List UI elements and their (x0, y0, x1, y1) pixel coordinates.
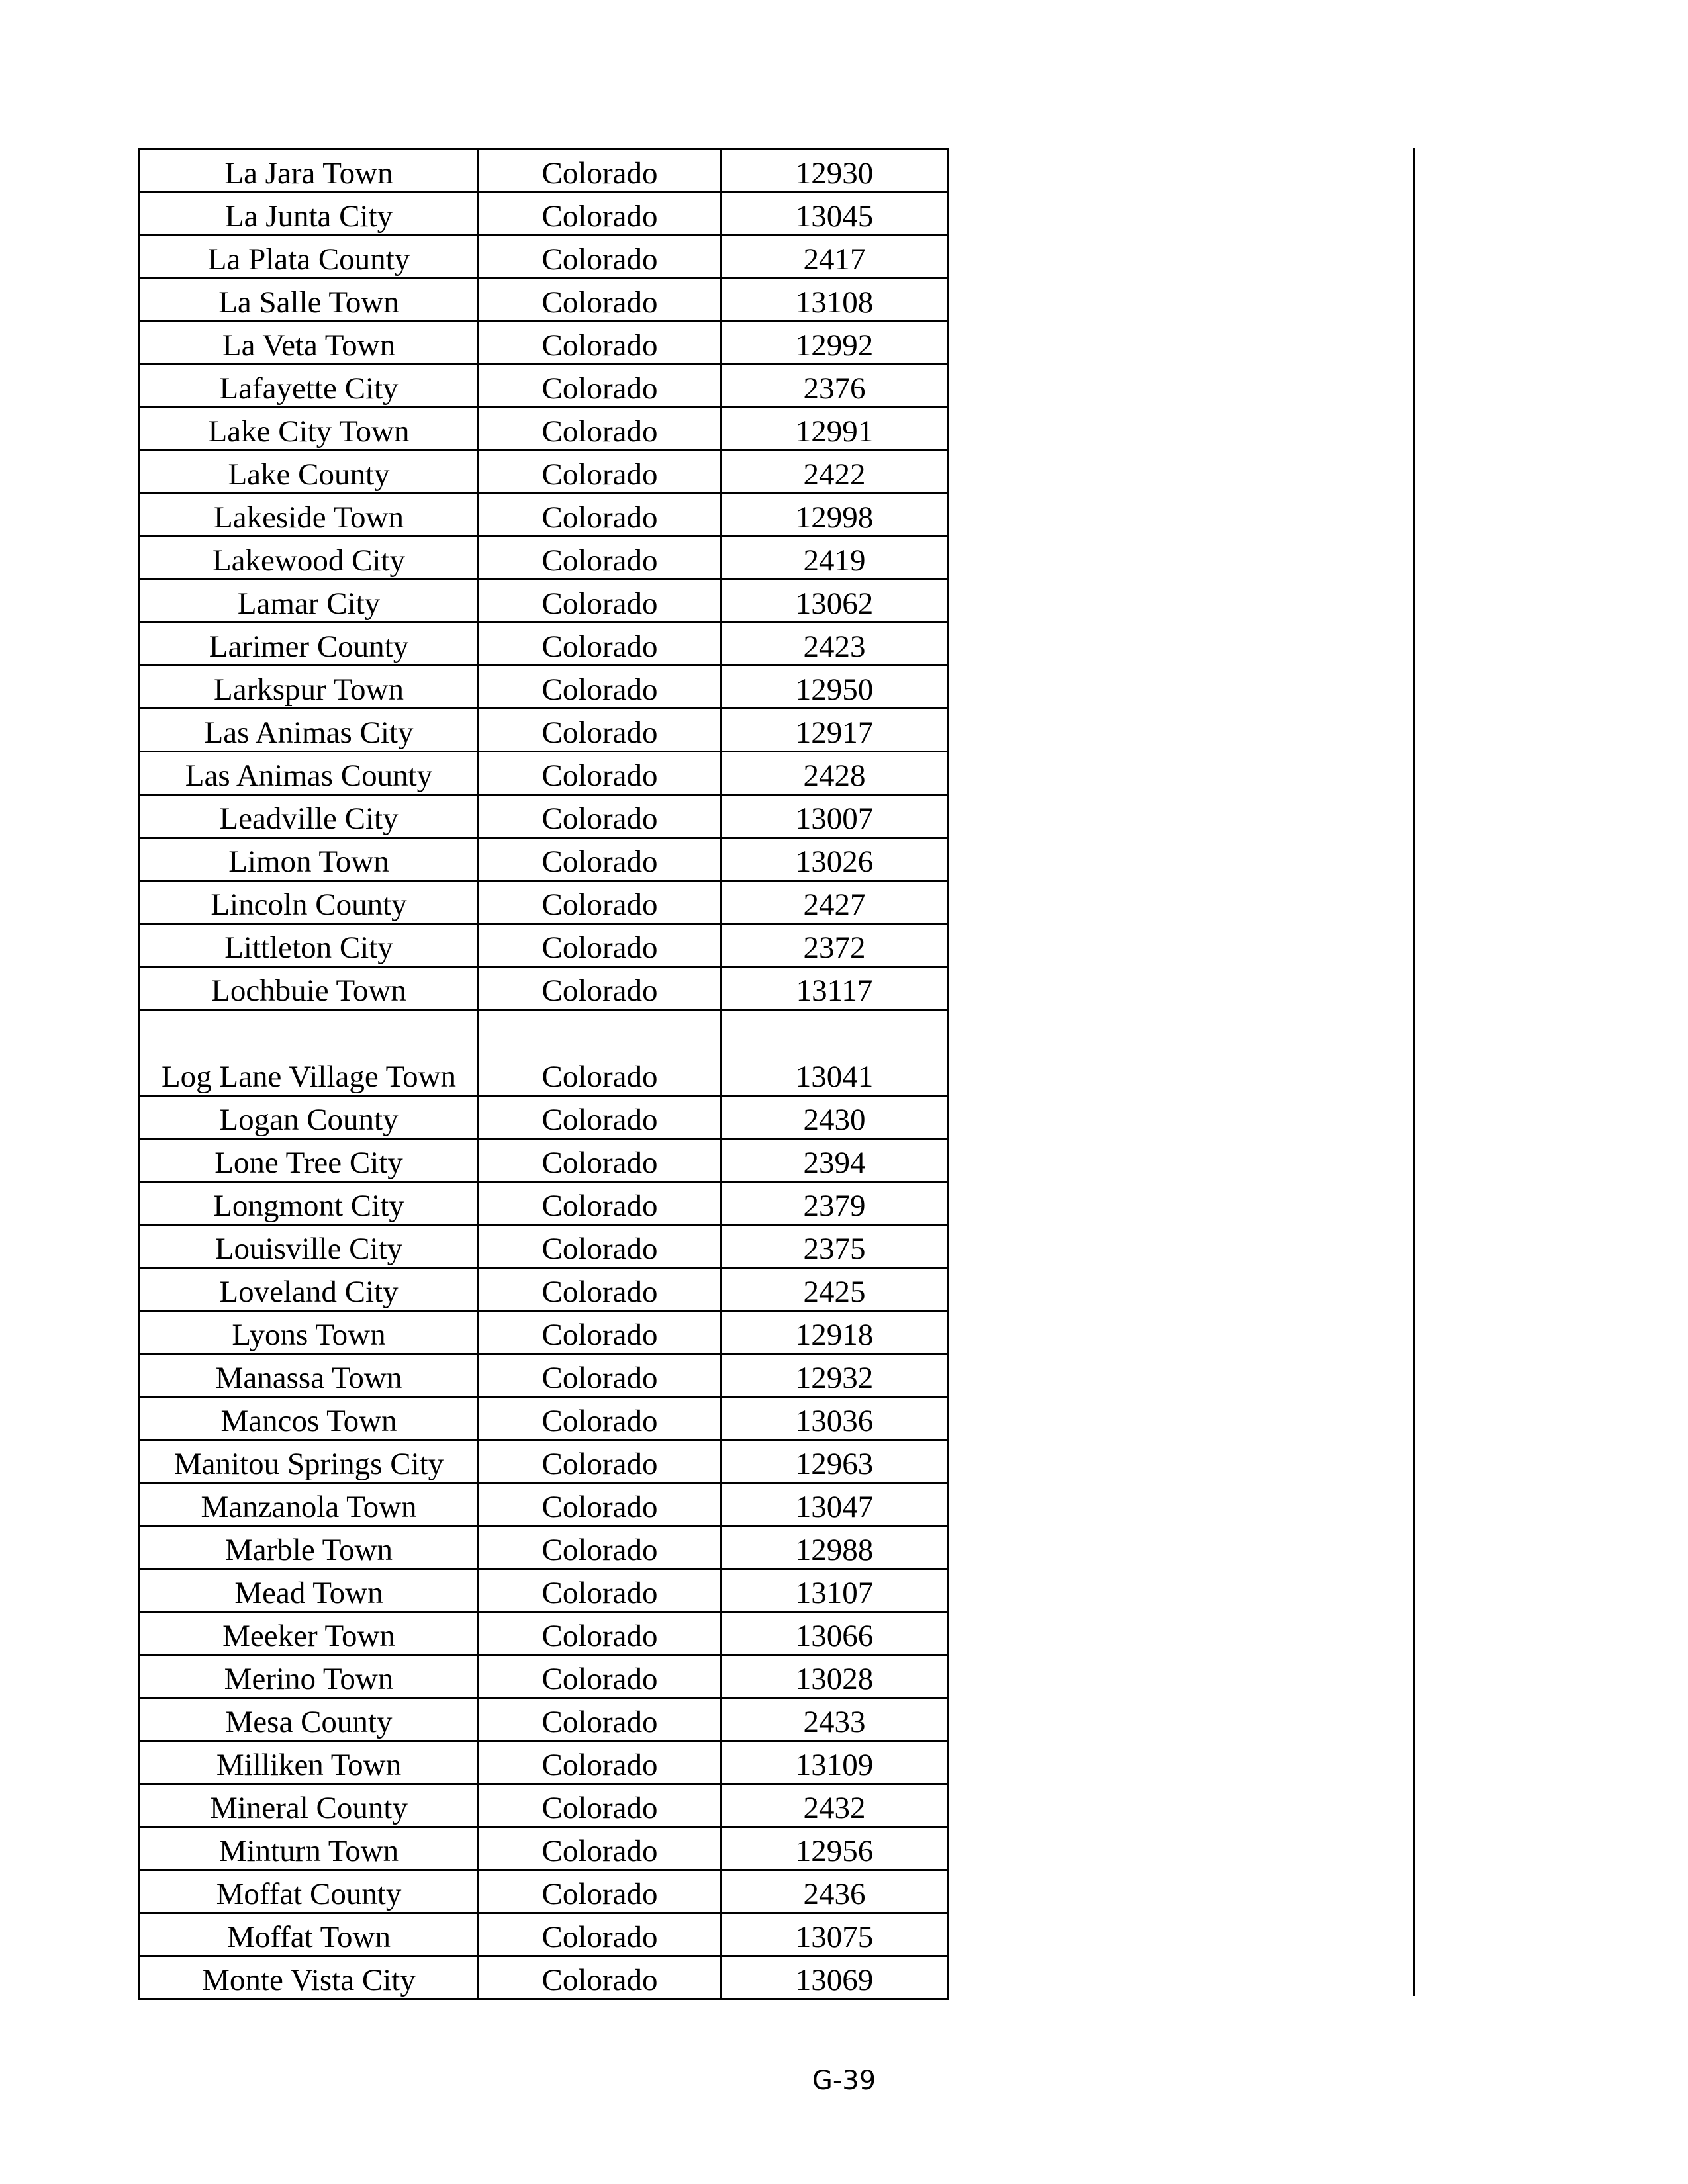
jurisdiction-name-cell: Lochbuie Town (140, 967, 479, 1010)
state-cell: Colorado (479, 1784, 722, 1827)
table-row (140, 795, 948, 838)
jurisdiction-name-cell: La Salle Town (140, 279, 479, 322)
jurisdiction-name-cell: Lafayette City (140, 365, 479, 408)
table-row (140, 1827, 948, 1870)
table-row (140, 1741, 948, 1784)
state-cell: Colorado (479, 1956, 722, 1999)
table-row (140, 1139, 948, 1182)
state-cell: Colorado (479, 709, 722, 752)
code-cell: 13036 (722, 1397, 948, 1440)
table-row (140, 1526, 948, 1569)
table-row (140, 1225, 948, 1268)
jurisdiction-name-cell: Las Animas County (140, 752, 479, 795)
code-cell: 13041 (722, 1010, 948, 1096)
state-cell: Colorado (479, 236, 722, 279)
state-cell: Colorado (479, 1526, 722, 1569)
table-row (140, 365, 948, 408)
jurisdiction-name-cell: Mead Town (140, 1569, 479, 1612)
code-cell: 13108 (722, 279, 948, 322)
table-row (140, 1612, 948, 1655)
code-cell: 2427 (722, 881, 948, 924)
jurisdiction-name-cell: Leadville City (140, 795, 479, 838)
code-cell: 2432 (722, 1784, 948, 1827)
jurisdiction-name-cell: Logan County (140, 1096, 479, 1139)
table-body (140, 150, 948, 1999)
state-cell: Colorado (479, 795, 722, 838)
code-cell: 13047 (722, 1483, 948, 1526)
jurisdiction-name-cell: Mancos Town (140, 1397, 479, 1440)
state-cell: Colorado (479, 537, 722, 580)
code-cell: 2419 (722, 537, 948, 580)
code-cell: 12991 (722, 408, 948, 451)
code-cell: 13069 (722, 1956, 948, 1999)
state-cell: Colorado (479, 1096, 722, 1139)
table-row (140, 1956, 948, 1999)
jurisdiction-name-cell: Mineral County (140, 1784, 479, 1827)
state-cell: Colorado (479, 1827, 722, 1870)
state-cell: Colorado (479, 1440, 722, 1483)
table-row (140, 193, 948, 236)
state-cell: Colorado (479, 1698, 722, 1741)
code-cell: 2422 (722, 451, 948, 494)
jurisdiction-name-cell: Manassa Town (140, 1354, 479, 1397)
state-cell: Colorado (479, 494, 722, 537)
table-row (140, 838, 948, 881)
jurisdiction-name-cell: Moffat Town (140, 1913, 479, 1956)
jurisdiction-name-cell: Las Animas City (140, 709, 479, 752)
code-cell: 13117 (722, 967, 948, 1010)
table-row (140, 1483, 948, 1526)
table-row (140, 1569, 948, 1612)
code-cell: 12998 (722, 494, 948, 537)
code-cell: 2428 (722, 752, 948, 795)
table-row (140, 1096, 948, 1139)
state-cell: Colorado (479, 279, 722, 322)
jurisdiction-name-cell: Larimer County (140, 623, 479, 666)
code-cell: 2436 (722, 1870, 948, 1913)
code-cell: 13107 (722, 1569, 948, 1612)
jurisdiction-name-cell: Merino Town (140, 1655, 479, 1698)
jurisdiction-name-cell: Meeker Town (140, 1612, 479, 1655)
jurisdiction-table (138, 148, 949, 2000)
table-row (140, 150, 948, 193)
code-cell: 12988 (722, 1526, 948, 1569)
state-cell: Colorado (479, 1010, 722, 1096)
state-cell: Colorado (479, 752, 722, 795)
code-cell: 2376 (722, 365, 948, 408)
table-row (140, 580, 948, 623)
table-row (140, 408, 948, 451)
code-cell: 2379 (722, 1182, 948, 1225)
table-row (140, 537, 948, 580)
code-cell: 13045 (722, 193, 948, 236)
jurisdiction-name-cell: Moffat County (140, 1870, 479, 1913)
state-cell: Colorado (479, 1612, 722, 1655)
jurisdiction-name-cell: Monte Vista City (140, 1956, 479, 1999)
jurisdiction-name-cell: Louisville City (140, 1225, 479, 1268)
code-cell: 12963 (722, 1440, 948, 1483)
table-row (140, 1311, 948, 1354)
state-cell: Colorado (479, 1225, 722, 1268)
jurisdiction-name-cell: La Junta City (140, 193, 479, 236)
state-cell: Colorado (479, 1483, 722, 1526)
state-cell: Colorado (479, 365, 722, 408)
state-cell: Colorado (479, 1311, 722, 1354)
code-cell: 13109 (722, 1741, 948, 1784)
table-row (140, 236, 948, 279)
jurisdiction-name-cell: Lake City Town (140, 408, 479, 451)
state-cell: Colorado (479, 1741, 722, 1784)
table-row (140, 279, 948, 322)
table-row (140, 752, 948, 795)
code-cell: 13066 (722, 1612, 948, 1655)
code-cell: 2430 (722, 1096, 948, 1139)
jurisdiction-name-cell: Minturn Town (140, 1827, 479, 1870)
table-row (140, 494, 948, 537)
table-row (140, 967, 948, 1010)
jurisdiction-name-cell: Lyons Town (140, 1311, 479, 1354)
jurisdiction-name-cell: Lake County (140, 451, 479, 494)
jurisdiction-name-cell: Manzanola Town (140, 1483, 479, 1526)
state-cell: Colorado (479, 1655, 722, 1698)
code-cell: 2423 (722, 623, 948, 666)
state-cell: Colorado (479, 924, 722, 967)
table-row (140, 1397, 948, 1440)
table-row (140, 322, 948, 365)
state-cell: Colorado (479, 881, 722, 924)
table-row (140, 881, 948, 924)
code-cell: 13007 (722, 795, 948, 838)
state-cell: Colorado (479, 1870, 722, 1913)
state-cell: Colorado (479, 408, 722, 451)
code-cell: 2417 (722, 236, 948, 279)
jurisdiction-name-cell: Log Lane Village Town (140, 1010, 479, 1096)
jurisdiction-name-cell: La Plata County (140, 236, 479, 279)
state-cell: Colorado (479, 1913, 722, 1956)
state-cell: Colorado (479, 1354, 722, 1397)
table-row (140, 1268, 948, 1311)
table-row (140, 1913, 948, 1956)
table-row (140, 709, 948, 752)
jurisdiction-name-cell: Lamar City (140, 580, 479, 623)
code-cell: 2375 (722, 1225, 948, 1268)
state-cell: Colorado (479, 1397, 722, 1440)
jurisdiction-name-cell: Marble Town (140, 1526, 479, 1569)
table-row (140, 1870, 948, 1913)
state-cell: Colorado (479, 1182, 722, 1225)
code-cell: 13075 (722, 1913, 948, 1956)
table-row (140, 1354, 948, 1397)
code-cell: 12917 (722, 709, 948, 752)
code-cell: 2394 (722, 1139, 948, 1182)
code-cell: 2433 (722, 1698, 948, 1741)
code-cell: 13028 (722, 1655, 948, 1698)
code-cell: 12992 (722, 322, 948, 365)
table-row (140, 1698, 948, 1741)
code-cell: 12930 (722, 150, 948, 193)
code-cell: 13026 (722, 838, 948, 881)
jurisdiction-name-cell: Mesa County (140, 1698, 479, 1741)
vertical-divider (1413, 148, 1415, 1996)
state-cell: Colorado (479, 967, 722, 1010)
jurisdiction-name-cell: Lincoln County (140, 881, 479, 924)
state-cell: Colorado (479, 580, 722, 623)
state-cell: Colorado (479, 1268, 722, 1311)
jurisdiction-name-cell: La Jara Town (140, 150, 479, 193)
jurisdiction-name-cell: Littleton City (140, 924, 479, 967)
jurisdiction-name-cell: Larkspur Town (140, 666, 479, 709)
code-cell: 12950 (722, 666, 948, 709)
state-cell: Colorado (479, 838, 722, 881)
jurisdiction-name-cell: Lakeside Town (140, 494, 479, 537)
state-cell: Colorado (479, 451, 722, 494)
table-row (140, 1784, 948, 1827)
table-row (140, 623, 948, 666)
jurisdiction-name-cell: Lakewood City (140, 537, 479, 580)
jurisdiction-name-cell: Loveland City (140, 1268, 479, 1311)
table-row (140, 1010, 948, 1096)
table-row (140, 1440, 948, 1483)
page-number: G-39 (812, 2066, 876, 2096)
table-row (140, 666, 948, 709)
jurisdiction-name-cell: La Veta Town (140, 322, 479, 365)
code-cell: 2425 (722, 1268, 948, 1311)
code-cell: 12918 (722, 1311, 948, 1354)
code-cell: 13062 (722, 580, 948, 623)
state-cell: Colorado (479, 623, 722, 666)
state-cell: Colorado (479, 193, 722, 236)
table-row (140, 924, 948, 967)
jurisdiction-name-cell: Lone Tree City (140, 1139, 479, 1182)
table-row (140, 1182, 948, 1225)
state-cell: Colorado (479, 150, 722, 193)
jurisdiction-name-cell: Milliken Town (140, 1741, 479, 1784)
code-cell: 12956 (722, 1827, 948, 1870)
code-cell: 12932 (722, 1354, 948, 1397)
code-cell: 2372 (722, 924, 948, 967)
state-cell: Colorado (479, 1139, 722, 1182)
jurisdiction-name-cell: Longmont City (140, 1182, 479, 1225)
state-cell: Colorado (479, 1569, 722, 1612)
jurisdiction-name-cell: Limon Town (140, 838, 479, 881)
table-row (140, 451, 948, 494)
jurisdiction-name-cell: Manitou Springs City (140, 1440, 479, 1483)
state-cell: Colorado (479, 322, 722, 365)
table-row (140, 1655, 948, 1698)
state-cell: Colorado (479, 666, 722, 709)
